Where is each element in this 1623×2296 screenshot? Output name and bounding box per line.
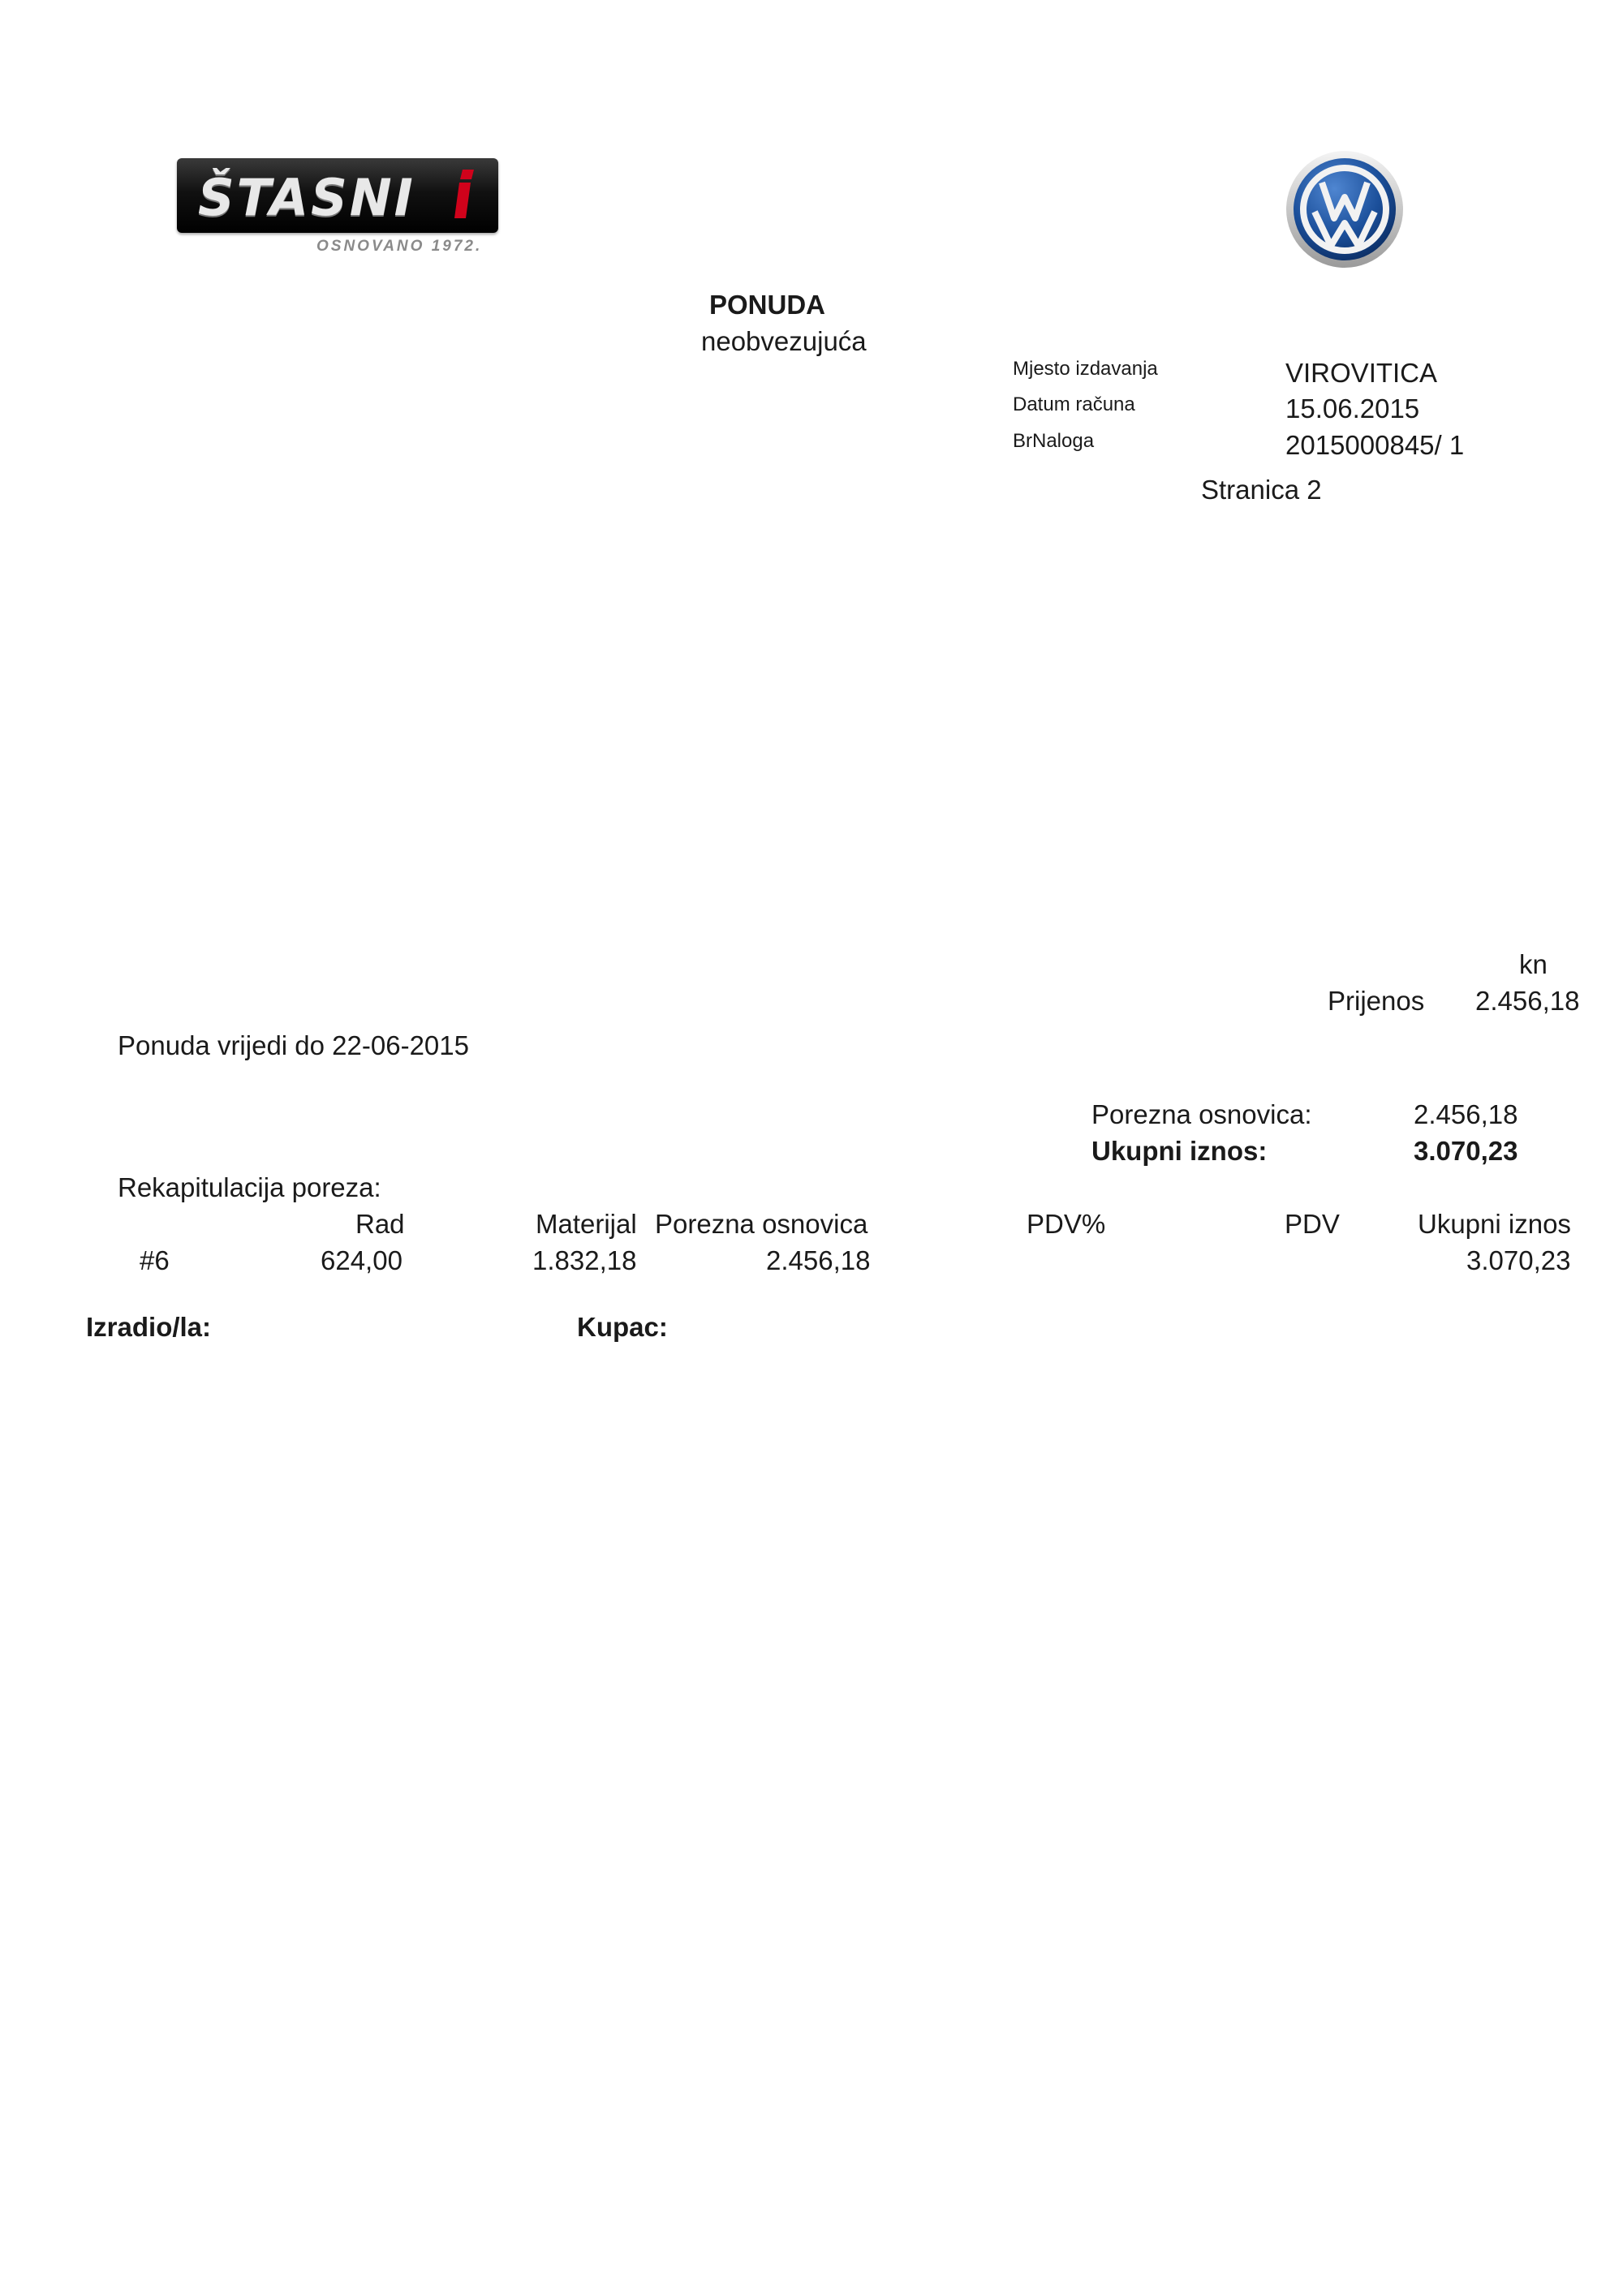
carry-label: Prijenos	[1328, 986, 1425, 1016]
date-value: 15.06.2015	[1285, 393, 1420, 424]
row-rad: 624,00	[321, 1245, 403, 1275]
header-rad: Rad	[355, 1209, 405, 1239]
place-label: Mjesto izdavanja	[1013, 358, 1158, 380]
stasni-logo	[177, 158, 502, 260]
total-value: 3.070,23	[1414, 1136, 1518, 1166]
currency-label: kn	[1519, 949, 1548, 979]
total-label: Ukupni iznos:	[1091, 1136, 1268, 1166]
order-label: BrNaloga	[1013, 430, 1095, 452]
date-label: Datum računa	[1013, 393, 1135, 415]
stasni-logo-mark	[451, 168, 476, 221]
stasni-logo-tagline: OSNOVANO 1972.	[316, 238, 483, 255]
offer-validity: Ponuda vrijedi do 22-06-2015	[118, 1030, 469, 1060]
row-tax-code: #6	[140, 1245, 170, 1275]
customer-label: Kupac:	[577, 1312, 668, 1342]
row-materijal: 1.832,18	[532, 1245, 637, 1275]
page-number: Stranica 2	[1201, 475, 1322, 505]
tax-base-label: Porezna osnovica:	[1091, 1099, 1312, 1129]
stasni-logo-plate	[177, 158, 498, 233]
order-value: 2015000845/ 1	[1285, 430, 1465, 460]
document-title: PONUDA	[709, 290, 826, 320]
header-pdv: PDV	[1285, 1209, 1340, 1239]
header-porezna-osnovica: Porezna osnovica	[655, 1209, 868, 1239]
row-porezna-osnovica: 2.456,18	[766, 1245, 871, 1275]
place-value: VIROVITICA	[1285, 358, 1438, 388]
header-ukupni-iznos: Ukupni iznos	[1418, 1209, 1571, 1239]
volkswagen-logo	[1284, 148, 1406, 270]
carry-value: 2.456,18	[1475, 986, 1580, 1016]
stasni-logo-text: ŠTASNI	[198, 168, 415, 227]
header-materijal: Materijal	[536, 1209, 637, 1239]
prepared-by-label: Izradio/la:	[86, 1312, 212, 1342]
row-ukupni-iznos: 3.070,23	[1466, 1245, 1571, 1275]
header-pdv-percent: PDV%	[1027, 1209, 1106, 1239]
tax-recap-title: Rekapitulacija poreza:	[118, 1172, 381, 1202]
document-subtitle: neobvezujuća	[701, 326, 867, 356]
tax-base-value: 2.456,18	[1414, 1099, 1518, 1129]
